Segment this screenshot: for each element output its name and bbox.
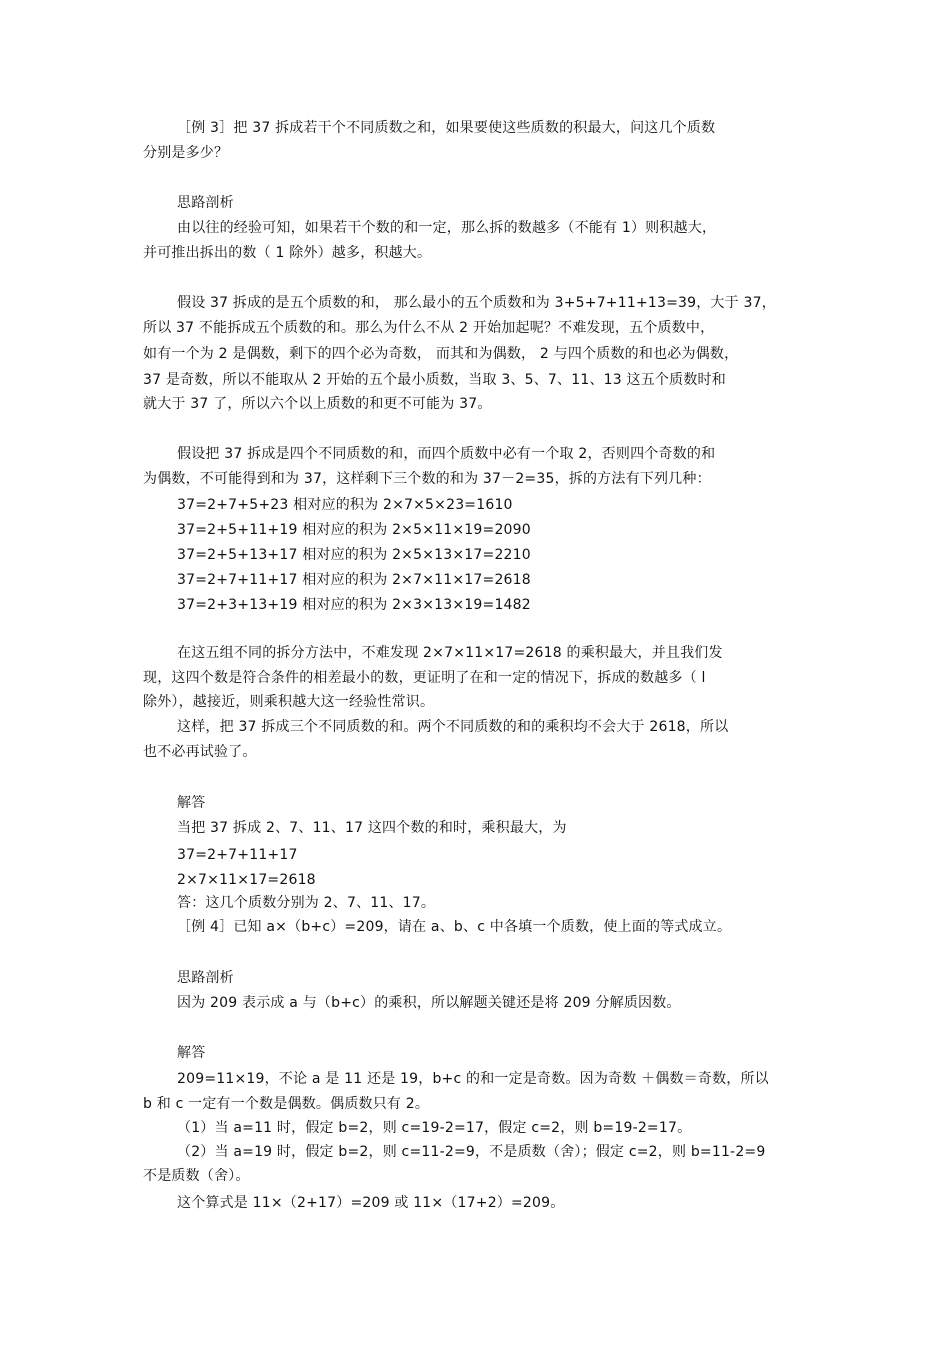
paragraph-line: 也不必再试验了。 <box>143 744 257 760</box>
answer-line: （2）当 a=19 时，假定 b=2，则 c=11-2=9，不是质数（舍）；假定 c=2，则 b=11-2=9 <box>177 1144 766 1160</box>
analysis-heading: 思路剖析 <box>177 195 234 211</box>
paragraph-line: 因为 209 表示成 a 与（b+c）的乘积，所以解题关键还是将 209 分解质因数。 <box>177 995 681 1011</box>
paragraph-line: 37 是奇数，所以不能取从 2 开始的五个最小质数，当取 3、5、7、11、13 这五个质数时和 <box>143 372 726 388</box>
paragraph-line: 为偶数，不可能得到和为 37，这样剩下三个数的和为 37－2=35，拆的方法有下列几种： <box>143 471 711 487</box>
paragraph-line: 假设把 37 拆成是四个不同质数的和，而四个质数中必有一个取 2，否则四个奇数的和 <box>177 446 716 462</box>
answer-line: 37=2+7+11+17 <box>177 847 298 863</box>
answer-line: 当把 37 拆成 2、7、11、17 这四个数的和时，乘积最大，为 <box>177 820 567 836</box>
example4-question-line: ［例 4］已知 a×（b+c）=209，请在 a、b、c 中各填一个质数，使上面的等式成立。 <box>177 919 732 935</box>
analysis-heading: 思路剖析 <box>177 970 234 986</box>
equation-line: 37=2+3+13+19 相对应的积为 2×3×13×19=1482 <box>177 597 531 613</box>
answer-line: 这个算式是 11×（2+17）=209 或 11×（17+2）=209。 <box>177 1195 565 1211</box>
answer-line: 209=11×19，不论 a 是 11 还是 19，b+c 的和一定是奇数。因为奇数 ＋偶数＝奇数，所以 <box>177 1071 769 1087</box>
example3-question-line: 分别是多少？ <box>143 145 229 161</box>
paragraph-line: 假设 37 拆成的是五个质数的和， 那么最小的五个质数和为 3+5+7+11+13=39，大于 37， <box>177 295 776 311</box>
answer-line: 2×7×11×17=2618 <box>177 872 316 888</box>
equation-line: 37=2+7+11+17 相对应的积为 2×7×11×17=2618 <box>177 572 531 588</box>
paragraph-line: 现，这四个数是符合条件的相差最小的数，更证明了在和一定的情况下，拆成的数越多（ l <box>143 670 706 686</box>
paragraph-line: 在这五组不同的拆分方法中，不难发现 2×7×11×17=2618 的乘积最大，并且我们发 <box>177 645 723 661</box>
equation-line: 37=2+5+11+19 相对应的积为 2×5×11×19=2090 <box>177 522 531 538</box>
answer-line: 不是质数（舍）。 <box>143 1168 250 1184</box>
paragraph-line: 如有一个为 2 是偶数，剩下的四个必为奇数， 而其和为偶数， 2 与四个质数的和也必为偶数， <box>143 346 739 362</box>
paragraph-line: 由以往的经验可知，如果若干个数的和一定，那么拆的数越多（不能有 1）则积越大， <box>177 220 717 236</box>
answer-heading: 解答 <box>177 1045 206 1061</box>
paragraph-line: 就大于 37 了，所以六个以上质数的和更不可能为 37。 <box>143 396 492 412</box>
equation-line: 37=2+7+5+23 相对应的积为 2×7×5×23=1610 <box>177 497 513 513</box>
paragraph-line: 除外），越接近，则乘积越大这一经验性常识。 <box>143 694 435 710</box>
answer-line: b 和 c 一定有一个数是偶数。偶质数只有 2。 <box>143 1096 430 1112</box>
equation-line: 37=2+5+13+17 相对应的积为 2×5×13×17=2210 <box>177 547 531 563</box>
example3-question-line: ［例 3］把 37 拆成若干个不同质数之和，如果要使这些质数的积最大，问这几个质数 <box>177 120 716 136</box>
answer-line: 答：这几个质数分别为 2、7、11、17。 <box>177 895 436 911</box>
answer-heading: 解答 <box>177 795 206 811</box>
paragraph-line: 所以 37 不能拆成五个质数的和。那么为什么不从 2 开始加起呢？不难发现，五个质数中， <box>143 320 715 336</box>
paragraph-line: 并可推出拆出的数（ 1 除外）越多，积越大。 <box>143 245 432 261</box>
paragraph-line: 这样，把 37 拆成三个不同质数的和。两个不同质数的和的乘积均不会大于 2618，所以 <box>177 719 729 735</box>
answer-line: （1）当 a=11 时，假定 b=2，则 c=19-2=17，假定 c=2，则 b=19-2=17。 <box>177 1120 692 1136</box>
